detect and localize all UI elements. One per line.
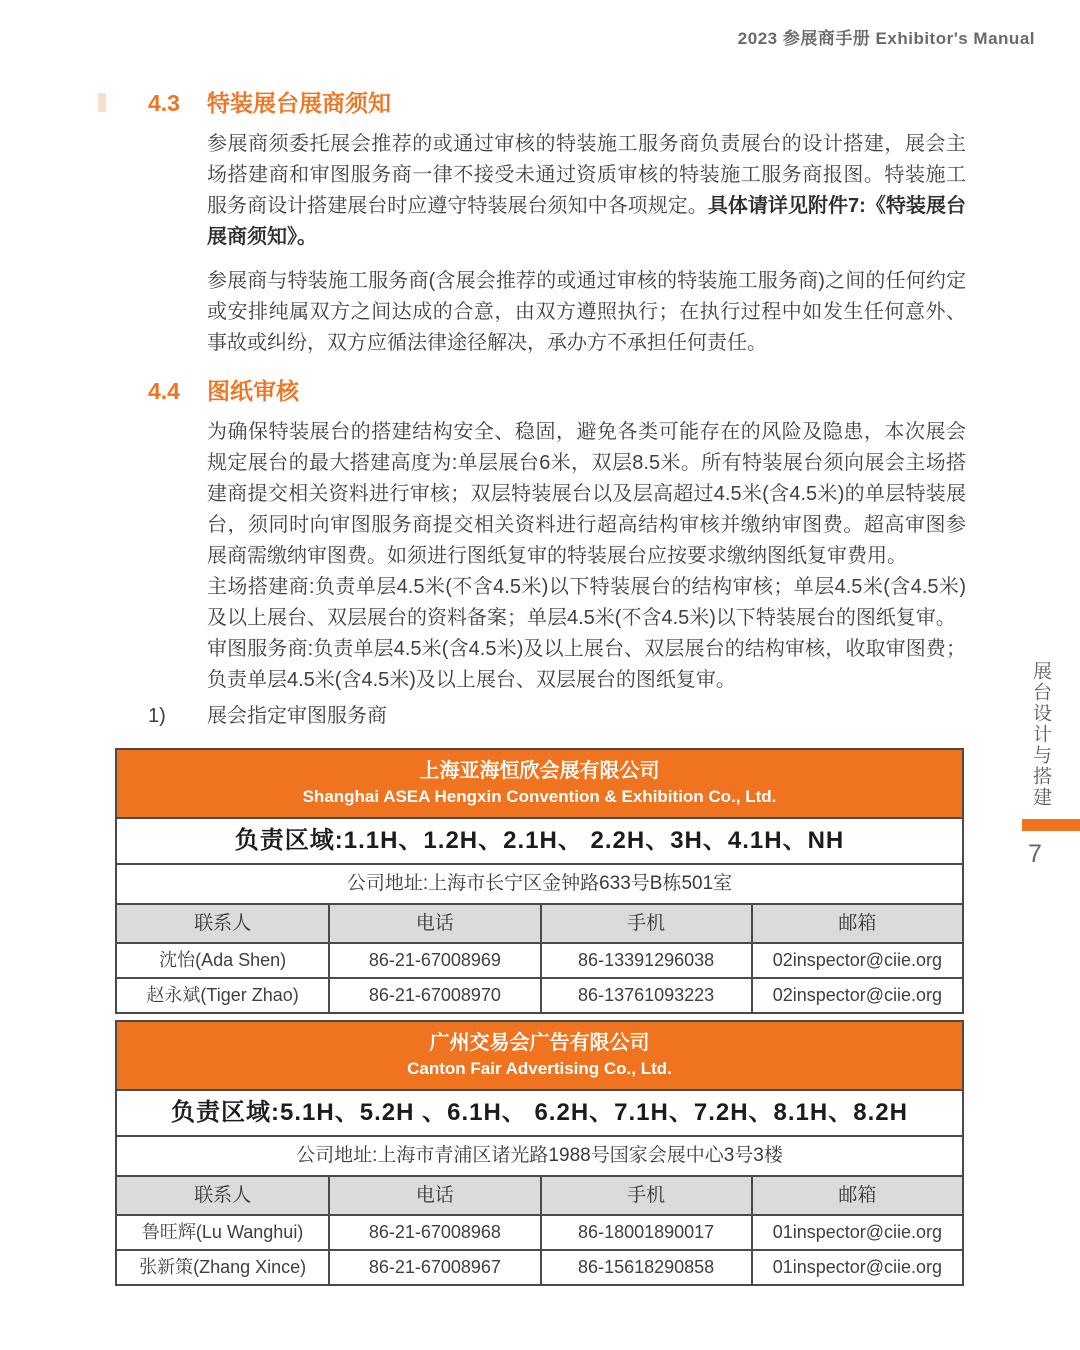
paragraph-text: 参展商须委托展会推荐的或通过审核的特装施工服务商负责展台的设计搭建，展会主场搭建商和审图服务商一律不接受未通过资质审核的特装施工服务商报图。特装施工服务商设计搭建展台时应遵守特装展台须知中各项规定。 bbox=[207, 133, 966, 217]
contact-name: 沈怡(Ada Shen) bbox=[117, 942, 328, 977]
list-item-text: 展会指定审图服务商 bbox=[207, 705, 387, 727]
section-4-4 bbox=[148, 378, 966, 696]
paragraph-bold-reference: 具体请详见附件7:《特装展台展商须知》。 bbox=[207, 195, 967, 248]
inspector-table-canton bbox=[115, 1020, 964, 1286]
contact-grid bbox=[117, 1175, 962, 1284]
column-header-email: 邮箱 bbox=[751, 1175, 962, 1214]
contact-phone: 86-21-67008970 bbox=[328, 977, 539, 1012]
contact-grid bbox=[117, 903, 962, 1012]
section-4-4-paragraph-1: 为确保特装展台的搭建结构安全、稳固，避免各类可能存在的风险及隐患，本次展会规定展台的最大搭建高度为:单层展台6米，双层8.5米。所有特装展台须向展会主场搭建商提交相关资料进行审核；双层特装展台以及层高超过4.5米(含4.5米)的单层特装展台，须同时向审图服务商提交相关资料进行超高结构审核并缴纳审图费。超高审图参展商需缴纳审图费。如须进行图纸复审的特装展台应按要求缴纳图纸复审费用。 bbox=[207, 421, 966, 567]
page-header-title: 2023 参展商手册 Exhibitor's Manual bbox=[737, 29, 1035, 48]
section-4-4-paragraph-2: 主场搭建商:负责单层4.5米(不含4.5米)以下特装展台的结构审核；单层4.5米(含4.5米)及以上展台、双层展台的资料备案；单层4.5米(不含4.5米)以下特装展台的图纸复审。 bbox=[207, 576, 966, 629]
contact-email: 02inspector@ciie.org bbox=[751, 977, 962, 1012]
column-header-contact: 联系人 bbox=[117, 1175, 328, 1214]
section-4-4-number: 4.4 bbox=[148, 378, 180, 404]
contact-phone: 86-21-67008967 bbox=[328, 1249, 539, 1284]
section-4-3-paragraph-1 bbox=[207, 129, 966, 253]
column-header-mobile: 手机 bbox=[540, 1175, 751, 1214]
column-header-phone: 电话 bbox=[328, 903, 539, 942]
company-name-cn: 上海亚海恒欣会展有限公司 bbox=[419, 760, 660, 782]
contact-phone: 86-21-67008968 bbox=[328, 1214, 539, 1249]
column-header-mobile: 手机 bbox=[540, 903, 751, 942]
contact-name: 赵永斌(Tiger Zhao) bbox=[117, 977, 328, 1012]
company-header-canton bbox=[117, 1022, 962, 1089]
contact-mobile: 86-15618290858 bbox=[540, 1249, 751, 1284]
company-address: 公司地址:上海市长宁区金钟路633号B栋501室 bbox=[117, 863, 962, 903]
list-item-appointed-inspectors bbox=[148, 703, 966, 729]
section-4-4-title: 图纸审核 bbox=[207, 378, 299, 404]
column-header-phone: 电话 bbox=[328, 1175, 539, 1214]
section-4-4-paragraph-3: 审图服务商:负责单层4.5米(含4.5米)及以上展台、双层展台的结构审核，收取审图费；负责单层4.5米(含4.5米)及以上展台、双层展台的图纸复审。 bbox=[207, 638, 966, 691]
company-address: 公司地址:上海市青浦区诸光路1988号国家会展中心3号3楼 bbox=[117, 1135, 962, 1175]
chapter-tab-label: 展台设计与搭建 bbox=[1030, 661, 1051, 808]
section-4-3-paragraph-2: 参展商与特装施工服务商(含展会推荐的或通过审核的特装施工服务商)之间的任何约定或安排纯属双方之间达成的合意，由双方遵照执行；在执行过程中如发生任何意外、事故或纠纷，双方应循法律途径解决，承办方不承担任何责任。 bbox=[207, 270, 966, 354]
company-name-cn: 广州交易会广告有限公司 bbox=[429, 1032, 650, 1054]
contact-phone: 86-21-67008969 bbox=[328, 942, 539, 977]
contact-email: 01inspector@ciie.org bbox=[751, 1214, 962, 1249]
page-number: 7 bbox=[1028, 840, 1042, 868]
contact-mobile: 86-13761093223 bbox=[540, 977, 751, 1012]
scan-artifact-mark bbox=[98, 93, 106, 112]
column-header-contact: 联系人 bbox=[117, 903, 328, 942]
responsible-area: 负责区域:1.1H、1.2H、2.1H、 2.2H、3H、4.1H、NH bbox=[117, 817, 962, 863]
contact-name: 张新策(Zhang Xince) bbox=[117, 1249, 328, 1284]
contact-mobile: 86-13391296038 bbox=[540, 942, 751, 977]
list-item-number: 1) bbox=[148, 705, 166, 727]
contact-mobile: 86-18001890017 bbox=[540, 1214, 751, 1249]
section-4-3-title: 特装展台展商须知 bbox=[207, 90, 391, 116]
contact-email: 02inspector@ciie.org bbox=[751, 942, 962, 977]
company-name-en: Shanghai ASEA Hengxin Convention & Exhibition Co., Ltd. bbox=[302, 787, 777, 806]
company-header-shanghai bbox=[117, 750, 962, 817]
section-4-3-number: 4.3 bbox=[148, 90, 180, 116]
inspector-table-shanghai bbox=[115, 748, 964, 1014]
column-header-email: 邮箱 bbox=[751, 903, 962, 942]
responsible-area: 负责区域:5.1H、5.2H 、6.1H、 6.2H、7.1H、7.2H、8.1H、8.2H bbox=[117, 1089, 962, 1135]
contact-name: 鲁旺辉(Lu Wanghui) bbox=[117, 1214, 328, 1249]
section-4-3-heading bbox=[148, 90, 966, 116]
section-4-3 bbox=[148, 90, 966, 359]
contact-email: 01inspector@ciie.org bbox=[751, 1249, 962, 1284]
company-name-en: Canton Fair Advertising Co., Ltd. bbox=[407, 1059, 672, 1078]
chapter-accent-bar bbox=[1022, 819, 1080, 831]
section-4-4-heading bbox=[148, 378, 966, 404]
